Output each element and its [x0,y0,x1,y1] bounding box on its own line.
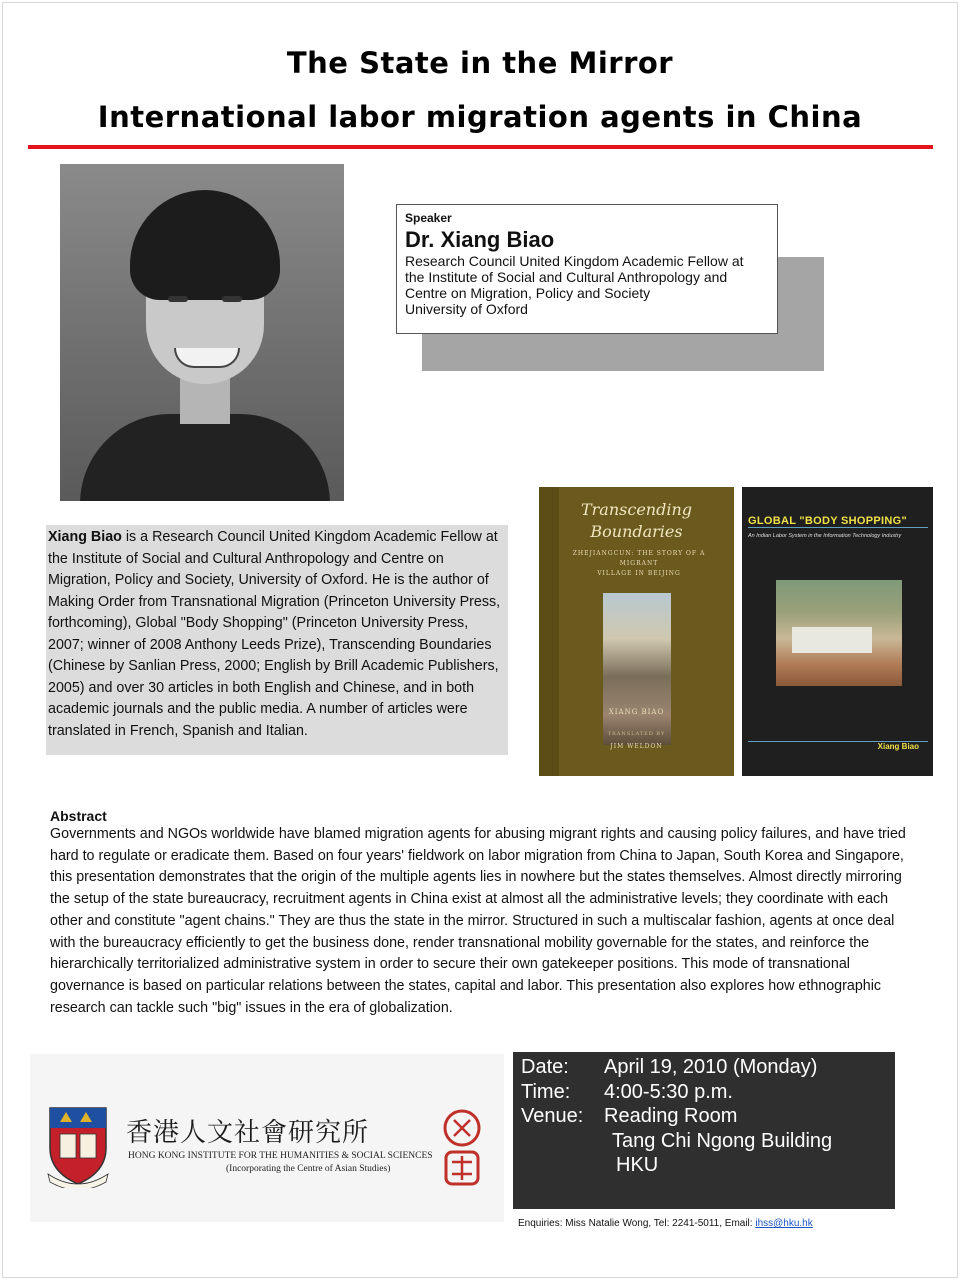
speaker-box [396,204,778,334]
institute-logo [30,1054,504,1222]
speaker-affiliation-2: the Institute of Social and Cultural Anthropology and [405,269,728,285]
event-details [513,1052,895,1209]
date-label: Date: [521,1056,569,1078]
enquiries-text: Enquiries: Miss Natalie Wong, Tel: 2241-5011, Email: [518,1218,756,1229]
title-line-1: The State in the Mirror [286,46,674,80]
speaker-label: Speaker [405,211,452,225]
venue-line-3: HKU [616,1154,659,1176]
book1-subtitle-1: ZHEJIANGCUN: THE STORY OF A MIGRANT [572,550,706,567]
book2-title: GLOBAL "BODY SHOPPING" [748,515,908,527]
time-label: Time: [521,1080,571,1103]
enquiries [518,1218,813,1229]
speaker-affiliation-4: University of Oxford [405,301,528,317]
book1-title-1: Transcending [580,500,692,519]
hku-crest-icon [46,1104,110,1188]
speaker-affiliation-1: Research Council United Kingdom Academic Fellow at [405,253,744,269]
book-cover-transcending-boundaries [539,487,734,776]
abstract-heading: Abstract [50,808,107,824]
title-line-2: International labor migration agents in China [97,100,863,134]
speaker-photo [60,164,344,501]
time-value: 4:00-5:30 p.m. [604,1080,733,1103]
book1-title-2: Boundaries [590,522,683,541]
enquiries-email-link[interactable]: ihss@hku.hk [755,1218,813,1229]
institute-english-name: HONG KONG INSTITUTE FOR THE HUMANITIES & SOCIAL SCIENCES [128,1151,433,1161]
institute-chinese-name: 香港人文社會研究所 [126,1118,370,1148]
book-cover-global-body-shopping [742,487,933,776]
abstract-body: Governments and NGOs worldwide have blamed migration agents for abusing migrant rights and causing policy failures, and have tried hard to regulate or eradicate them. Based on four years' fieldwork on labor migration from China to Japan, South Korea and Singapore, this presentation demonstrates that the origin of the multiple agents lies in nowhere but the states themselves. Almost directly mirroring the setup of the state bureaucracy, recruitment agents in China exist at almost all the administrative levels; they coordinate with each other and constitute "agent chains." They are thus the state in the mirror. Structured in such a multiscalar fashion, agents at once deal with the bureaucracy efficiently to get the business done, render transnational mobility governable for the states, and reinforce the hierarchically territorialized administrative system in order to secure their own gatekeeper positions. This mode of transnational governance is based on particular relations between the states, capital and labor. This presentation also explores how ethnographic research can tackle such "big" issues in the era of globalization. [50,826,906,1016]
speaker-bio [46,525,508,755]
book1-cover-photo [603,593,671,745]
abstract-section [50,808,920,1019]
book2-subtitle: An Indian Labor System in the Information Technology Industry [748,533,902,539]
speaker-affiliation-3: Centre on Migration, Policy and Society [405,285,651,301]
bio-name: Xiang Biao [48,529,122,545]
book1-translated-label: TRANSLATED BY [607,731,666,737]
venue-line-2: Tang Chi Ngong Building [612,1129,833,1152]
speaker-name: Dr. Xiang Biao [405,227,555,252]
venue-label: Venue: [521,1105,584,1127]
institute-english-sub: (Incorporating the Centre of Asian Studies) [226,1164,391,1174]
date-value: April 19, 2010 (Monday) [604,1056,818,1078]
book1-subtitle-2: VILLAGE IN BEIJING [597,570,681,577]
book1-translator: JIM WELDON [610,743,663,750]
red-seal-icon [440,1106,484,1190]
venue-line-1: Reading Room [604,1105,738,1127]
title-divider [28,145,933,149]
book1-author: XIANG BIAO [608,708,665,716]
book2-author: Xiang Biao [877,742,919,751]
bio-text: is a Research Council United Kingdom Academic Fellow at the Institute of Social and Cultural Anthropology and Centre on Migration, Policy and Society, University of Oxford. He is the author of Making Order from Transnational Migration (Princeton University Press, forthcoming), Global "Body Shopping" (Princeton University Press, 2007; winner of 2008 Anthony Leeds Prize), Transcending Boundaries (Chinese by Sanlian Press, 2000; English by Brill Academic Publishers, 2005) and over 30 articles in both English and Chinese, and in both academic journals and the public media. A number of articles were translated in French, Spanish and Italian. [48,529,501,739]
